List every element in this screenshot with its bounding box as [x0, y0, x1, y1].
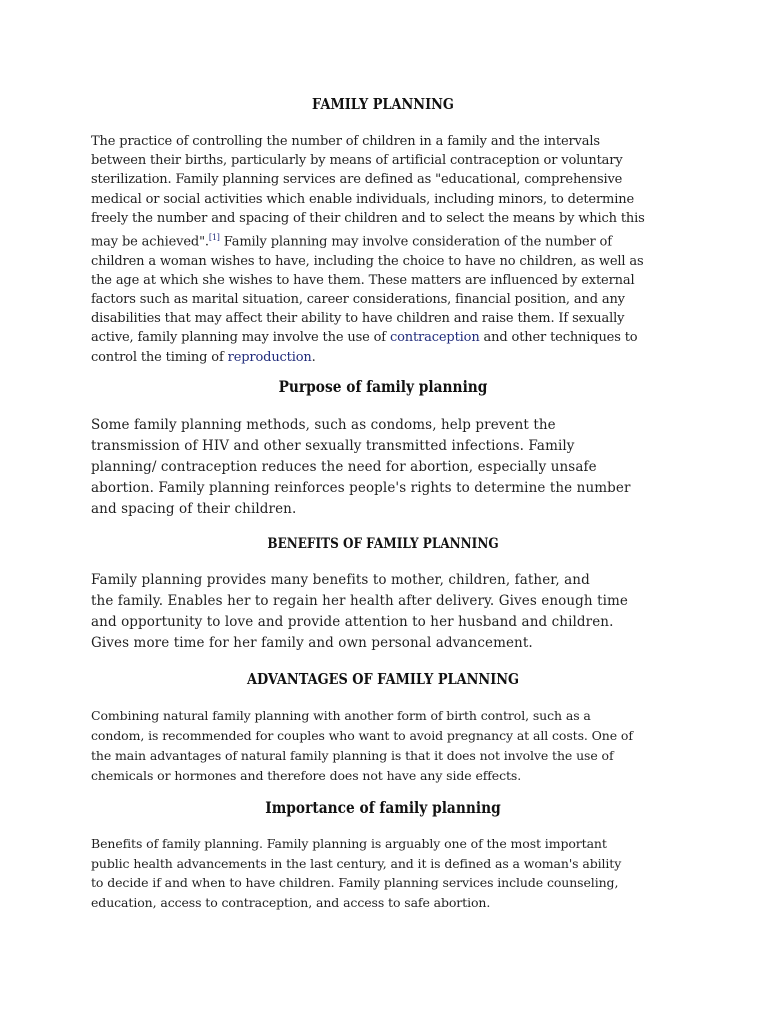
intro-text: and other techniques to [479, 330, 638, 346]
advantages-line: chemicals or hormones and therefore does not have any side effects. [91, 768, 522, 783]
purpose-heading: Purpose of family planning [278, 377, 488, 396]
intro-line [91, 348, 681, 367]
advantages-line: Combining natural family planning with another form of birth control, such as a [91, 708, 591, 723]
intro-text: . [311, 349, 316, 365]
intro-text: may be achieved". [91, 234, 209, 250]
intro-line [91, 328, 681, 347]
importance-paragraph [91, 834, 681, 912]
intro-line: the age at which she wishes to have them. These matters are influenced by external [91, 272, 635, 288]
intro-line: between their births, particularly by means of artificial contraception or voluntary [91, 153, 623, 169]
benefits-heading: BENEFITS OF FAMILY PLANNING [267, 536, 499, 552]
intro-line: disabilities that may affect their ability to have children and raise them. If sexually [91, 311, 625, 327]
purpose-line: abortion. Family planning reinforces people's rights to determine the number [91, 480, 631, 496]
citation-link[interactable]: [1] [208, 233, 220, 243]
intro-line: sterilization. Family planning services are defined as "educational, comprehensive [91, 172, 623, 188]
intro-line: The practice of controlling the number of children in a family and the intervals [91, 134, 600, 149]
advantages-heading: ADVANTAGES OF FAMILY PLANNING [246, 670, 520, 688]
reproduction-link[interactable]: reproduction [227, 349, 312, 365]
importance-line: to decide if and when to have children. Family planning services include counseling, [91, 875, 619, 890]
benefits-line: Family planning provides many benefits to mother, children, father, and [91, 572, 590, 588]
importance-line: Benefits of family planning. Family planning is arguably one of the most important [91, 836, 607, 851]
intro-text: active, family planning may involve the use of [91, 330, 390, 346]
benefits-line: Gives more time for her family and own personal advancement. [91, 635, 533, 651]
intro-line [91, 228, 681, 252]
benefits-line: the family. Enables her to regain her health after delivery. Gives enough time [91, 593, 629, 609]
advantages-line: the main advantages of natural family planning is that it does not involve the use of [91, 748, 614, 763]
purpose-line: planning/ contraception reduces the need for abortion, especially unsafe [91, 459, 597, 475]
importance-line: education, access to contraception, and access to safe abortion. [91, 894, 491, 910]
contraception-link[interactable]: contraception [389, 330, 480, 346]
purpose-line: and spacing of their children. [91, 501, 297, 517]
advantages-line: condom, is recommended for couples who want to avoid pregnancy at all costs. One of [91, 728, 633, 743]
purpose-line: Some family planning methods, such as condoms, help prevent the [91, 417, 556, 433]
advantages-paragraph [91, 706, 681, 786]
intro-line: medical or social activities which enable individuals, including minors, to determine [91, 191, 634, 207]
intro-text: Family planning may involve consideration of the number of [219, 234, 612, 250]
purpose-paragraph [91, 415, 681, 520]
benefits-line: and opportunity to love and provide attention to her husband and children. [91, 614, 614, 630]
intro-paragraph [91, 132, 681, 367]
page-title: FAMILY PLANNING [312, 95, 454, 113]
intro-line: freely the number and spacing of their children and to select the means by which this [91, 210, 645, 226]
intro-line: factors such as marital situation, career considerations, financial position, and any [91, 291, 625, 307]
importance-heading: Importance of family planning [265, 798, 501, 817]
intro-line: children a woman wishes to have, including the choice to have no children, as well as [91, 253, 644, 269]
benefits-paragraph [91, 570, 681, 654]
intro-text: control the timing of [91, 349, 228, 365]
purpose-line: transmission of HIV and other sexually transmitted infections. Family [91, 438, 575, 454]
importance-line: public health advancements in the last century, and it is defined as a woman's ability [91, 855, 622, 871]
